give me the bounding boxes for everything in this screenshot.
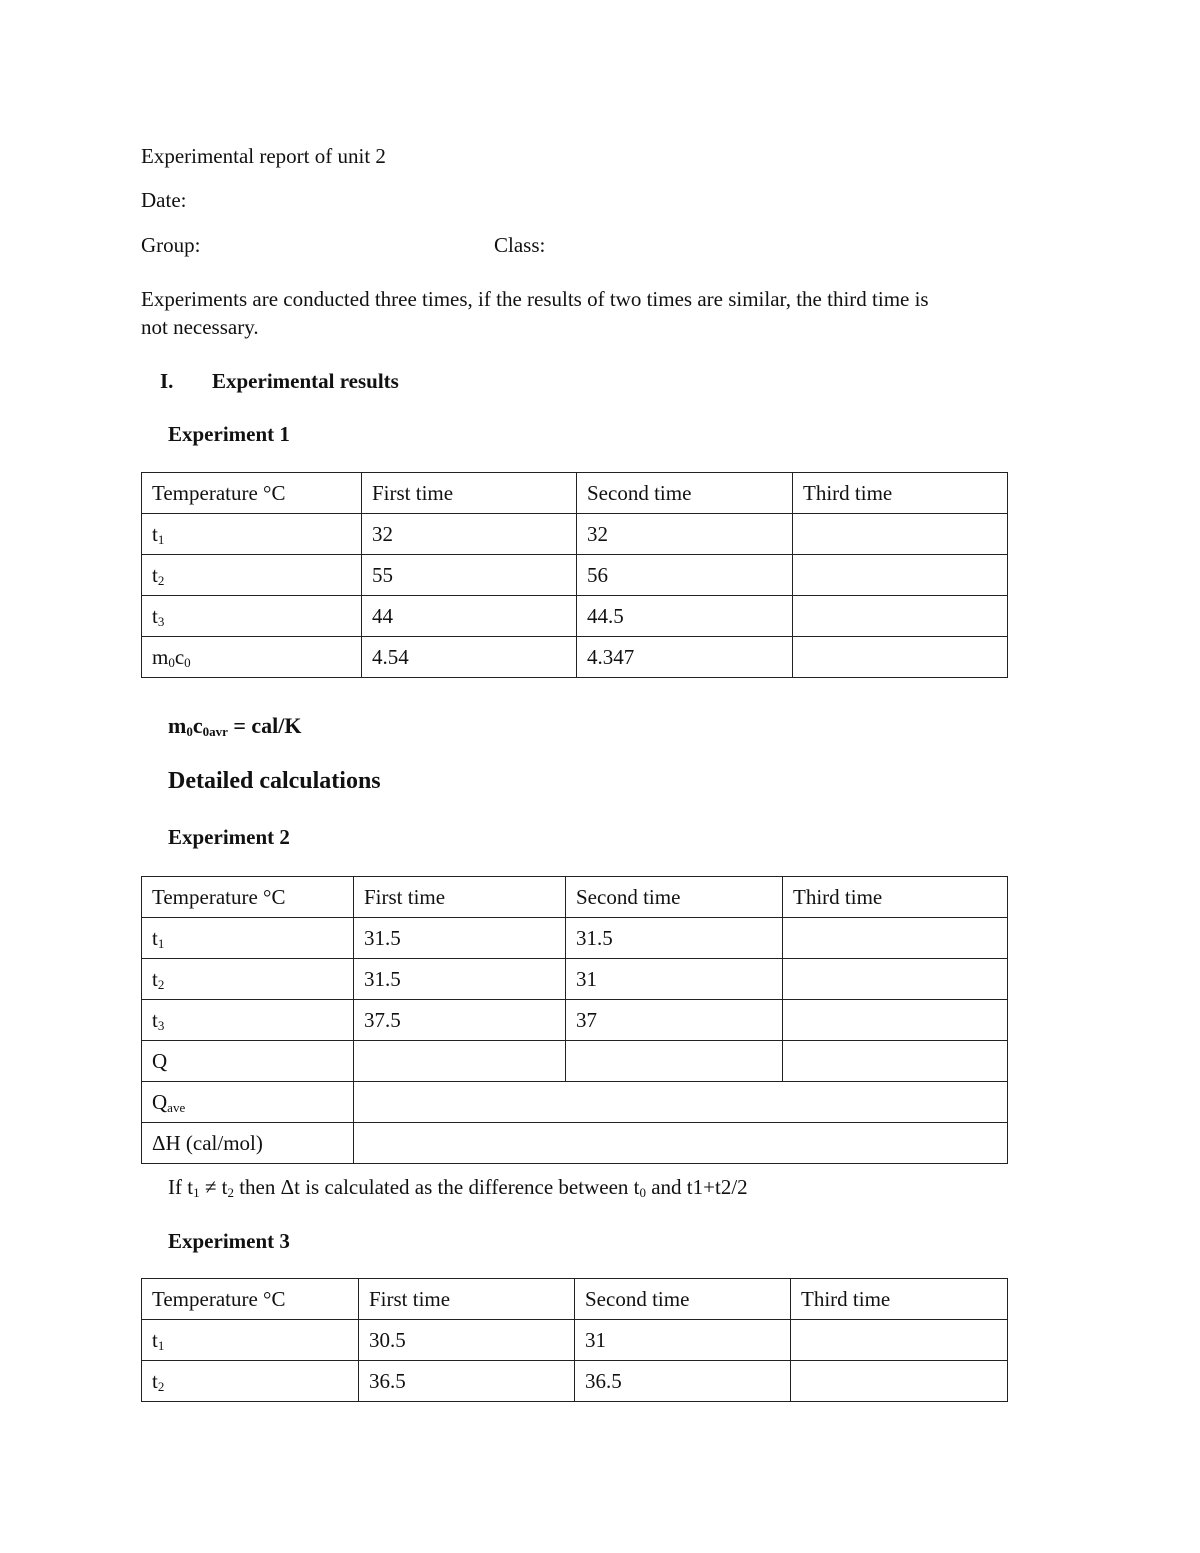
table-cell bbox=[783, 959, 1008, 1000]
table-cell: 32 bbox=[362, 514, 577, 555]
table-cell bbox=[783, 1041, 1008, 1082]
table-cell: 4.347 bbox=[577, 637, 793, 678]
table-cell: 44.5 bbox=[577, 596, 793, 637]
table-cell: 31 bbox=[575, 1320, 791, 1361]
row-label: $t_2$ bbox=[142, 959, 354, 1000]
table-cell: 32 bbox=[577, 514, 793, 555]
date-label: Date: bbox=[141, 188, 187, 212]
table-row bbox=[142, 959, 1008, 1000]
table-cell: 4.54 bbox=[362, 637, 577, 678]
table-header-row bbox=[142, 473, 1008, 514]
header-cell: Temperature °C bbox=[142, 1279, 359, 1320]
header-cell: Third time bbox=[793, 473, 1008, 514]
table-cell: 30.5 bbox=[359, 1320, 575, 1361]
experiment-2-table bbox=[141, 876, 1008, 1164]
table-row bbox=[142, 1082, 1008, 1123]
header-cell: First time bbox=[359, 1279, 575, 1320]
experiment-1-heading: Experiment 1 bbox=[168, 422, 290, 446]
section-number: I. bbox=[160, 369, 174, 393]
header-cell: Third time bbox=[791, 1279, 1008, 1320]
table-cell: 37.5 bbox=[354, 1000, 566, 1041]
table-row bbox=[142, 1041, 1008, 1082]
detailed-calculations-heading: Detailed calculations bbox=[168, 768, 381, 794]
table-cell: 55 bbox=[362, 555, 577, 596]
row-label: $m_0c_0$ bbox=[142, 637, 362, 678]
experiment-3-heading: Experiment 3 bbox=[168, 1229, 290, 1253]
row-label: $t_3$ bbox=[142, 596, 362, 637]
header-cell: First time bbox=[362, 473, 577, 514]
experiment-2-heading: Experiment 2 bbox=[168, 825, 290, 849]
table-cell: 56 bbox=[577, 555, 793, 596]
table-row bbox=[142, 918, 1008, 959]
group-label: Group: bbox=[141, 233, 201, 257]
table-row bbox=[142, 596, 1008, 637]
header-cell: Second time bbox=[566, 877, 783, 918]
experiment-1-table bbox=[141, 472, 1008, 678]
row-label: $t_3$ bbox=[142, 1000, 354, 1041]
intro-text-line-2: not necessary. bbox=[141, 315, 259, 339]
table-header-row bbox=[142, 1279, 1008, 1320]
table-row bbox=[142, 1000, 1008, 1041]
report-title: Experimental report of unit 2 bbox=[141, 144, 386, 168]
average-formula: $m_0c_{0avr} = cal/K$ bbox=[168, 713, 302, 739]
row-label: ΔH (cal/mol) bbox=[142, 1123, 354, 1164]
table-cell: 31.5 bbox=[566, 918, 783, 959]
header-cell: Temperature °C bbox=[142, 877, 354, 918]
table-cell bbox=[566, 1041, 783, 1082]
row-label: $t_2$ bbox=[142, 1361, 359, 1402]
header-cell: First time bbox=[354, 877, 566, 918]
table-row bbox=[142, 1123, 1008, 1164]
row-label: $t_1$ bbox=[142, 514, 362, 555]
class-label: Class: bbox=[494, 233, 546, 257]
table-cell: 37 bbox=[566, 1000, 783, 1041]
table-cell: 31.5 bbox=[354, 918, 566, 959]
row-label: $t_1$ bbox=[142, 918, 354, 959]
header-cell: Third time bbox=[783, 877, 1008, 918]
header-cell: Second time bbox=[575, 1279, 791, 1320]
table-cell: 36.5 bbox=[575, 1361, 791, 1402]
table-row bbox=[142, 1361, 1008, 1402]
calculation-note: If $t_1 \ne t_2$ then Δt is calculated as the difference between $t_0$ and t1+t2/2 bbox=[168, 1175, 748, 1200]
table-cell bbox=[793, 514, 1008, 555]
table-cell bbox=[783, 918, 1008, 959]
table-cell bbox=[354, 1082, 1008, 1123]
table-row bbox=[142, 637, 1008, 678]
table-cell bbox=[793, 596, 1008, 637]
table-cell: 31.5 bbox=[354, 959, 566, 1000]
table-row bbox=[142, 555, 1008, 596]
table-cell bbox=[791, 1320, 1008, 1361]
intro-text-line-1: Experiments are conducted three times, if the results of two times are similar, the third time is bbox=[141, 287, 929, 311]
table-cell bbox=[783, 1000, 1008, 1041]
header-cell: Second time bbox=[577, 473, 793, 514]
table-cell bbox=[354, 1123, 1008, 1164]
table-cell bbox=[791, 1361, 1008, 1402]
table-cell bbox=[793, 637, 1008, 678]
section-title: Experimental results bbox=[212, 369, 399, 393]
table-cell bbox=[793, 555, 1008, 596]
table-cell: 36.5 bbox=[359, 1361, 575, 1402]
table-header-row bbox=[142, 877, 1008, 918]
table-cell bbox=[354, 1041, 566, 1082]
experiment-3-table bbox=[141, 1278, 1008, 1402]
row-label: $t_1$ bbox=[142, 1320, 359, 1361]
row-label: $t_2$ bbox=[142, 555, 362, 596]
row-label: $Q_{ave}$ bbox=[142, 1082, 354, 1123]
header-cell: Temperature °C bbox=[142, 473, 362, 514]
table-cell: 44 bbox=[362, 596, 577, 637]
row-label: Q bbox=[142, 1041, 354, 1082]
table-row bbox=[142, 1320, 1008, 1361]
table-row bbox=[142, 514, 1008, 555]
table-cell: 31 bbox=[566, 959, 783, 1000]
